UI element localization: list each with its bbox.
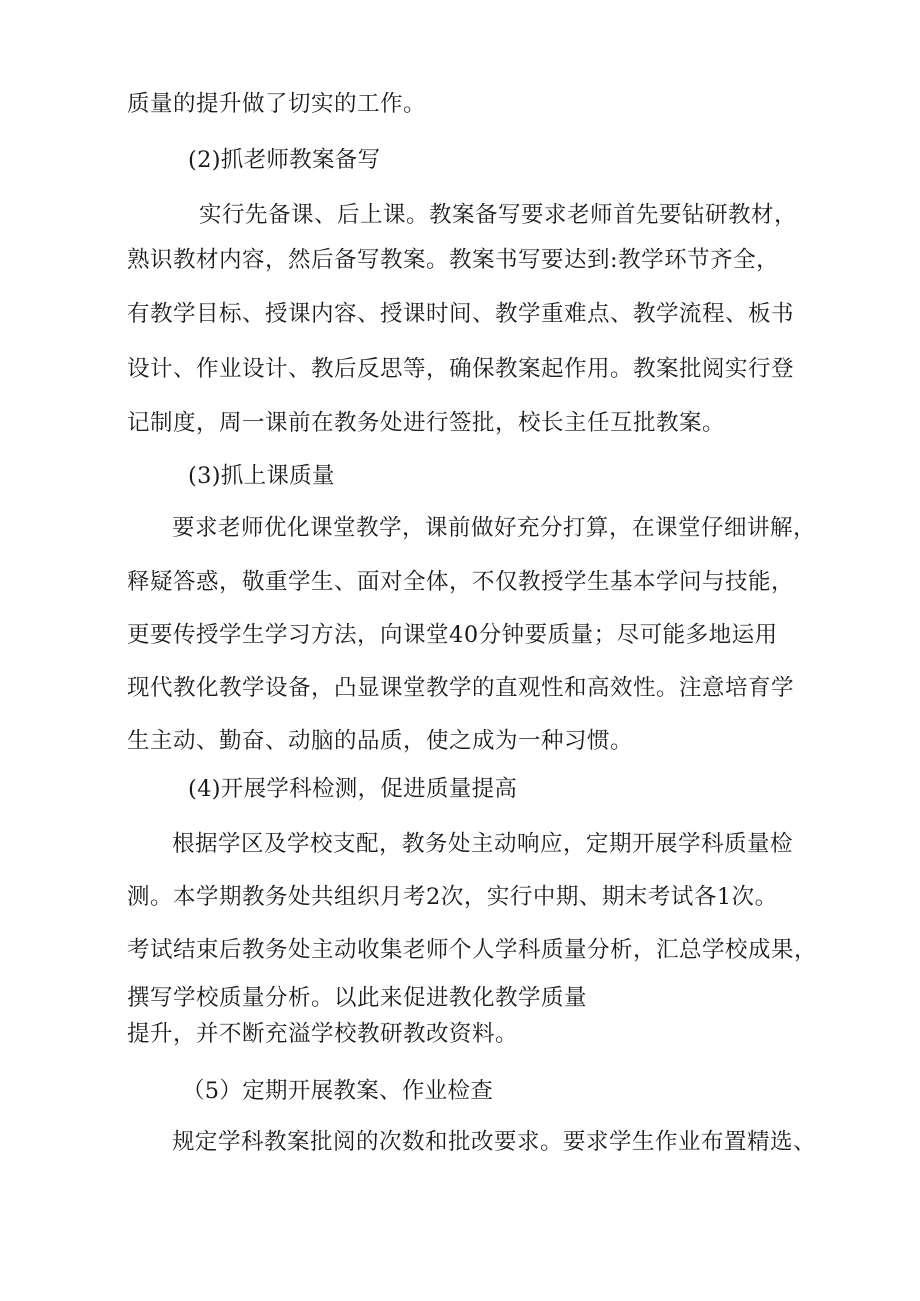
paragraph-line: 更要传授学生学习方法，向课堂40分钟要质量；尽可能多地运用 <box>127 622 778 648</box>
paragraph-line: 撰写学校质量分析。以此来促进教化教学质量 <box>127 985 588 1011</box>
paragraph-line: 现代教化教学设备，凸显课堂教学的直观性和高效性。注意培育学 <box>127 675 795 701</box>
section-heading-3: (3)抓上课质量 <box>188 463 335 489</box>
paragraph-line: 规定学科教案批阅的次数和批改要求。要求学生作业布置精选、 <box>172 1129 817 1155</box>
paragraph-line: 设计、作业设计、教后反思等，确保教案起作用。教案批阅实行登 <box>127 356 795 382</box>
paragraph-line: 记制度，周一课前在教务处进行签批，校长主任互批教案。 <box>127 410 726 436</box>
paragraph-line: 提升，并不断充溢学校教研教改资料。 <box>127 1021 519 1047</box>
paragraph-line: 生主动、勤奋、动脑的品质，使之成为一种习惯。 <box>127 728 634 754</box>
section-heading-5: （5）定期开展教案、作业检查 <box>182 1078 494 1104</box>
paragraph-line: 熟识教材内容，然后备写教案。教案书写要达到:教学环节齐全， <box>127 247 780 273</box>
paragraph-line: 释疑答惑，敬重学生、面对全体，不仅教授学生基本学问与技能， <box>127 569 795 595</box>
paragraph-line: 考试结束后教务处主动收集老师个人学科质量分析，汇总学校成果， <box>127 937 818 963</box>
paragraph-line: 质量的提升做了切实的工作。 <box>127 91 427 117</box>
paragraph-line: 有教学目标、授课内容、授课时间、教学重难点、教学流程、板书 <box>127 301 795 327</box>
section-heading-2: (2)抓老师教案备写 <box>188 147 381 173</box>
paragraph-line: 根据学区及学校支配，教务处主动响应，定期开展学科质量检 <box>172 831 794 857</box>
section-heading-4: (4)开展学科检测，促进质量提高 <box>188 776 518 802</box>
paragraph-line: 测。本学期教务处共组织月考2次，实行中期、期末考试各1次。 <box>127 884 778 910</box>
paragraph-line: 要求老师优化课堂教学，课前做好充分打算，在课堂仔细讲解， <box>172 515 817 541</box>
paragraph-line: 实行先备课、后上课。教案备写要求老师首先要钻研教材， <box>199 202 798 228</box>
